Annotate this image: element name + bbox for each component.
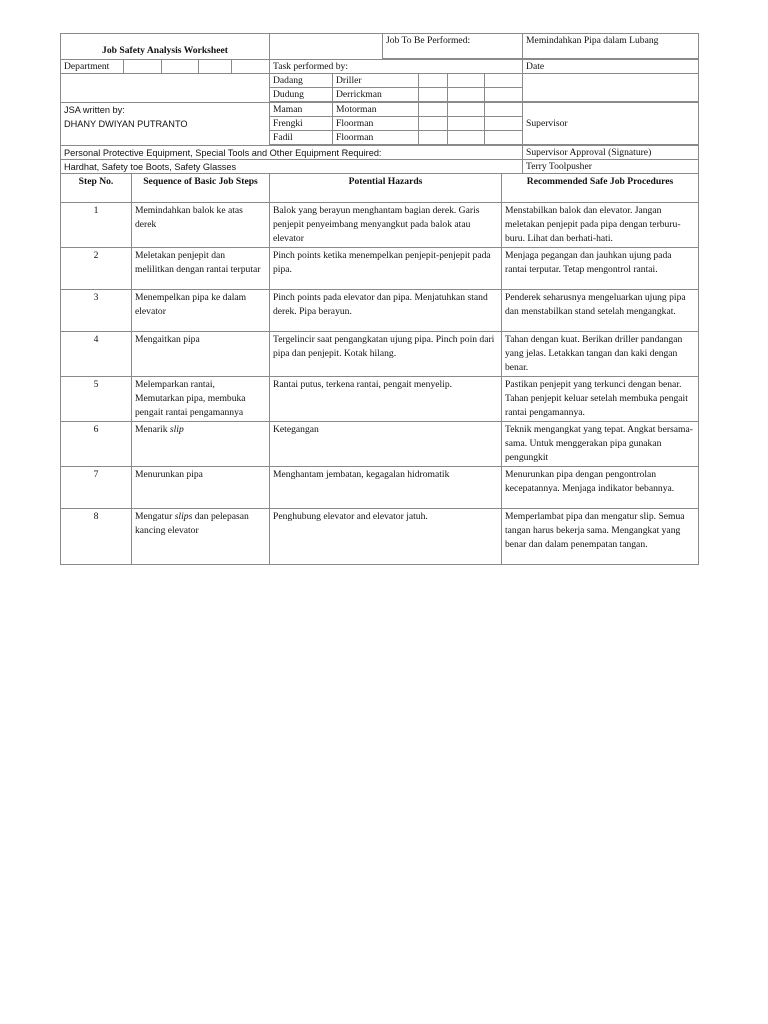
step-procedure: Memperlambat pipa dan mengatur slip. Semua tangan harus bekerja sama. Mengangkat yang benar dan dalam penempatan tangan.	[502, 509, 699, 565]
step-text: dan pelepasan kancing elevator	[135, 511, 249, 536]
crew-name: Maman	[270, 103, 333, 117]
header-procedures: Recommended Safe Job Procedures	[502, 174, 699, 203]
step-procedure: Menstabilkan balok dan elevator. Jangan meletakan penjepit pada pipa dengan terburu-buru. Lihat dan berhati-hati.	[502, 203, 699, 248]
crew-name: Dudung	[270, 88, 333, 102]
worksheet-header-table	[60, 33, 699, 174]
crew-name: Fadil	[270, 131, 333, 145]
crew-role: Motorman	[333, 103, 419, 117]
header-sequence: Sequence of Basic Job Steps	[132, 174, 270, 203]
step-hazard: Balok yang berayun menghantam bagian derek. Garis penjepit penyeimbang menyangkut pada balok atau elevator	[270, 203, 502, 248]
table-row	[61, 509, 699, 565]
step-hazard: Tergelincir saat pengangkatan ujung pipa. Pinch poin dari pipa dan penjepit. Kotak hilang.	[270, 332, 502, 377]
table-row	[61, 467, 699, 509]
job-steps-table	[60, 173, 699, 565]
step-procedure: Tahan dengan kuat. Berikan driller pandangan yang jelas. Letakkan tangan dan kaki dengan benar.	[502, 332, 699, 377]
ppe-value: Hardhat, Safety toe Boots, Safety Glasses	[61, 160, 523, 174]
step-number: 2	[61, 248, 132, 290]
jsa-written-by-value: DHANY DWIYAN PUTRANTO	[61, 117, 270, 146]
step-number: 7	[61, 467, 132, 509]
step-number: 4	[61, 332, 132, 377]
step-number: 5	[61, 377, 132, 422]
step-description: Memindahkan balok ke atas derek	[132, 203, 270, 248]
step-hazard: Pinch points ketika menempelkan penjepit-penjepit pada pipa.	[270, 248, 502, 290]
table-row	[61, 290, 699, 332]
table-row	[61, 332, 699, 377]
table-row	[61, 248, 699, 290]
step-description	[132, 422, 270, 467]
step-number: 1	[61, 203, 132, 248]
step-text-italic: slips	[174, 511, 193, 522]
step-description: Menempelkan pipa ke dalam elevator	[132, 290, 270, 332]
worksheet-title: Job Safety Analysis Worksheet	[61, 34, 270, 60]
step-text: Mengatur	[135, 511, 175, 522]
table-row	[61, 422, 699, 467]
step-number: 8	[61, 509, 132, 565]
step-number: 6	[61, 422, 132, 467]
table-row	[61, 203, 699, 248]
step-number: 3	[61, 290, 132, 332]
step-hazard: Menghantam jembatan, kegagalan hidromatik	[270, 467, 502, 509]
step-description	[132, 509, 270, 565]
step-hazard: Rantai putus, terkena rantai, pengait menyelip.	[270, 377, 502, 422]
crew-name: Dadang	[270, 74, 333, 88]
supervisor-label: Supervisor	[523, 103, 699, 145]
header-step-no: Step No.	[61, 174, 132, 203]
crew-name: Frengki	[270, 117, 333, 131]
department-label: Department	[61, 60, 124, 74]
step-hazard: Ketegangan	[270, 422, 502, 467]
step-description: Meletakan penjepit dan melilitkan dengan rantai terputar	[132, 248, 270, 290]
job-to-be-performed-value: Memindahkan Pipa dalam Lubang	[523, 34, 699, 59]
step-procedure: Menjaga pegangan dan jauhkan ujung pada rantai terputar. Tetap mengontrol rantai.	[502, 248, 699, 290]
step-procedure: Menurunkan pipa dengan pengontrolan kecepatannya. Menjaga indikator bebannya.	[502, 467, 699, 509]
step-description: Mengaitkan pipa	[132, 332, 270, 377]
step-text-italic: slip	[169, 424, 184, 435]
supervisor-approval-label: Supervisor Approval (Signature)	[523, 146, 699, 160]
job-to-be-performed-label: Job To Be Performed:	[383, 34, 523, 59]
crew-role: Floorman	[333, 117, 419, 131]
crew-role: Floorman	[333, 131, 419, 145]
step-procedure: Teknik mengangkat yang tepat. Angkat bersama-sama. Untuk menggerakan pipa gunakan pengungkit	[502, 422, 699, 467]
header-hazards: Potential Hazards	[270, 174, 502, 203]
step-hazard: Penghubung elevator and elevator jatuh.	[270, 509, 502, 565]
jsa-worksheet	[60, 33, 698, 565]
ppe-label: Personal Protective Equipment, Special Tools and Other Equipment Required:	[61, 146, 523, 160]
step-description: Menurunkan pipa	[132, 467, 270, 509]
task-performed-label: Task performed by:	[270, 60, 523, 74]
step-procedure: Pastikan penjepit yang terkunci dengan benar. Tahan penjepit keluar setelah membuka pengait rantai pengamannya.	[502, 377, 699, 422]
step-hazard: Pinch points pada elevator dan pipa. Menjatuhkan stand derek. Pipa berayun.	[270, 290, 502, 332]
crew-role: Driller	[333, 74, 419, 88]
table-row	[61, 377, 699, 422]
crew-role: Derrickman	[333, 88, 419, 102]
step-text: Menarik	[135, 424, 170, 435]
supervisor-approval-value: Terry Toolpusher	[523, 160, 699, 174]
step-description: Melemparkan rantai, Memutarkan pipa, membuka pengait rantai pengamannya	[132, 377, 270, 422]
date-label: Date	[523, 60, 699, 74]
step-procedure: Penderek seharusnya mengeluarkan ujung pipa dan menstabilkan stand setelah mengangkat.	[502, 290, 699, 332]
jsa-written-by-label: JSA written by:	[61, 103, 270, 117]
